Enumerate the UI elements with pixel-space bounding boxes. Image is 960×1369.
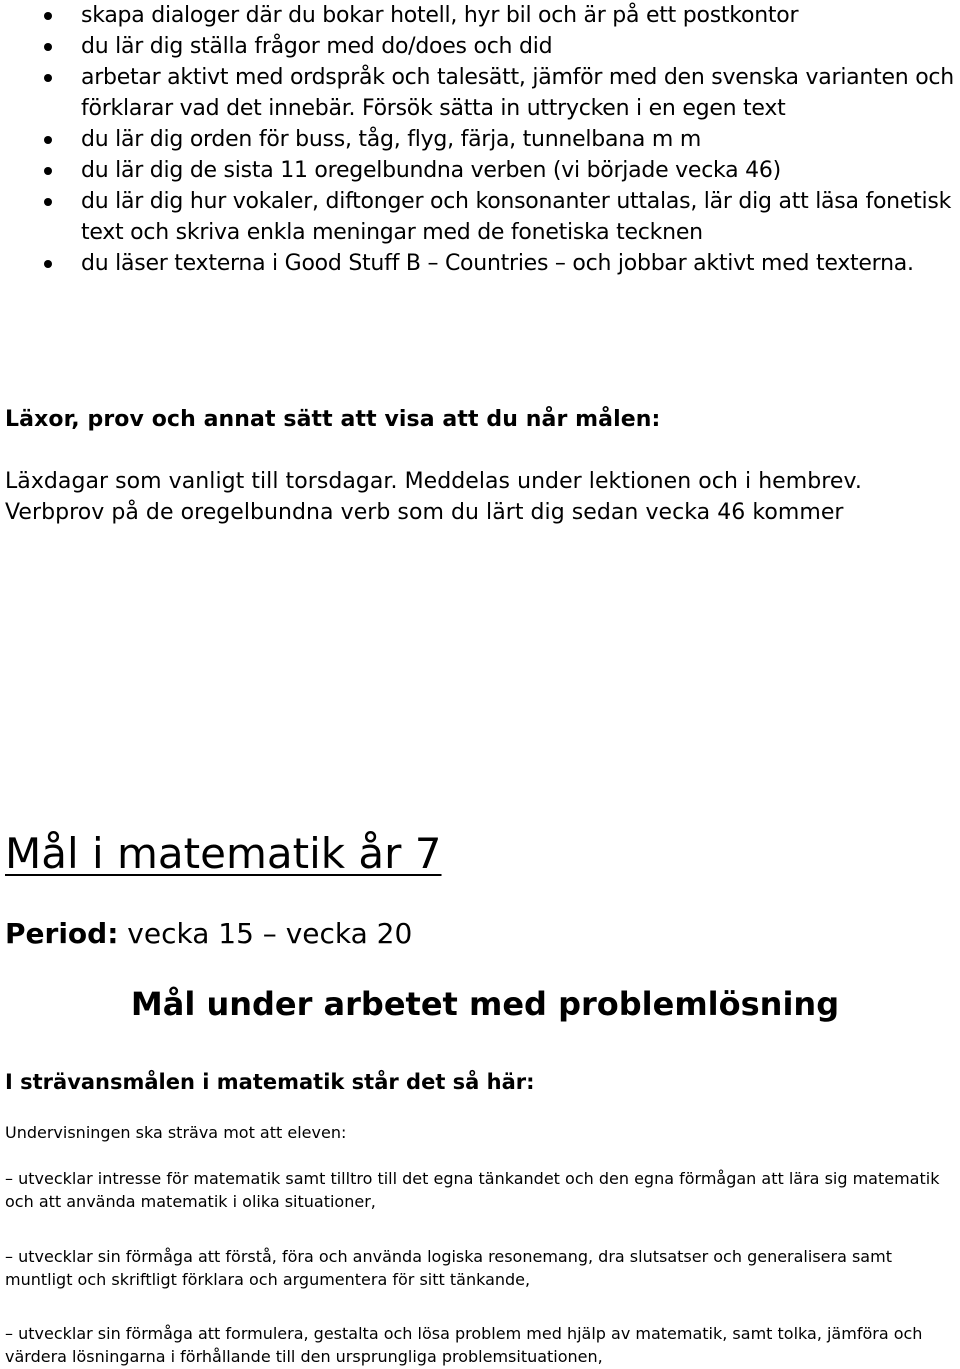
list-item-text: du lär dig hur vokaler, diftonger och konsonanter uttalas, lär dig att läsa fonetisk text och skriva enkla meningar med de fonetiska tecknen	[81, 189, 952, 245]
goal-paragraph: – utvecklar intresse för matematik samt tilltro till det egna tänkandet och den egna förmågan att lära sig matematik och att använda matematik i olika situationer,	[5, 1169, 940, 1211]
period-value: vecka 15 – vecka 20	[118, 917, 413, 950]
list-item	[0, 248, 958, 279]
goal-paragraph: – utvecklar sin förmåga att förstå, föra och använda logiska resonemang, dra slutsatser och generalisera samt muntligt och skriftligt förklara och argumentera för sitt tänkande,	[5, 1247, 892, 1289]
page-title: Mål i matematik år 7	[5, 829, 442, 878]
goal-paragraph: – utvecklar sin förmåga att formulera, gestalta och lösa problem med hjälp av matematik, samt tolka, jämföra och värdera lösningarna i förhållande till den ursprungliga problemsituationen,	[5, 1324, 923, 1366]
homework-text: Läxdagar som vanligt till torsdagar. Meddelas under lektionen och i hembrev. Verbprov på de oregelbundna verb som du lärt dig sedan vecka 46 kommer	[5, 469, 862, 525]
period-label: Period:	[5, 917, 119, 950]
bullet-icon	[44, 43, 52, 51]
bullet-icon	[44, 167, 52, 175]
list-item-text: du lär dig de sista 11 oregelbundna verben (vi började vecka 46)	[81, 158, 781, 183]
bullet-icon	[44, 260, 52, 268]
goals-bullet-list	[0, 0, 958, 279]
list-item	[0, 0, 958, 31]
list-item	[0, 186, 958, 248]
list-item-text: du lär dig ställa frågor med do/does och did	[81, 34, 553, 59]
list-item-text: skapa dialoger där du bokar hotell, hyr bil och är på ett postkontor	[81, 3, 799, 28]
bullet-icon	[44, 136, 52, 144]
list-item	[0, 124, 958, 155]
bullet-icon	[44, 74, 52, 82]
homework-heading: Läxor, prov och annat sätt att visa att du når målen:	[5, 407, 661, 432]
section-subtitle: Mål under arbetet med problemlösning	[130, 985, 840, 1023]
bullet-icon	[44, 198, 52, 206]
list-item	[0, 62, 958, 124]
strav-heading: I strävansmålen i matematik står det så här:	[5, 1070, 535, 1094]
period-line	[5, 915, 412, 953]
intro-text: Undervisningen ska sträva mot att eleven:	[5, 1123, 347, 1142]
list-item-text: du läser texterna i Good Stuff B – Countries – och jobbar aktivt med texterna.	[81, 251, 914, 276]
list-item-text: du lär dig orden för buss, tåg, flyg, färja, tunnelbana m m	[81, 127, 701, 152]
list-item	[0, 155, 958, 186]
list-item	[0, 31, 958, 62]
bullet-icon	[44, 12, 52, 20]
list-item-text: arbetar aktivt med ordspråk och talesätt, jämför med den svenska varianten och förklarar vad det innebär. Försök sätta in uttrycken i en egen text	[81, 65, 954, 121]
